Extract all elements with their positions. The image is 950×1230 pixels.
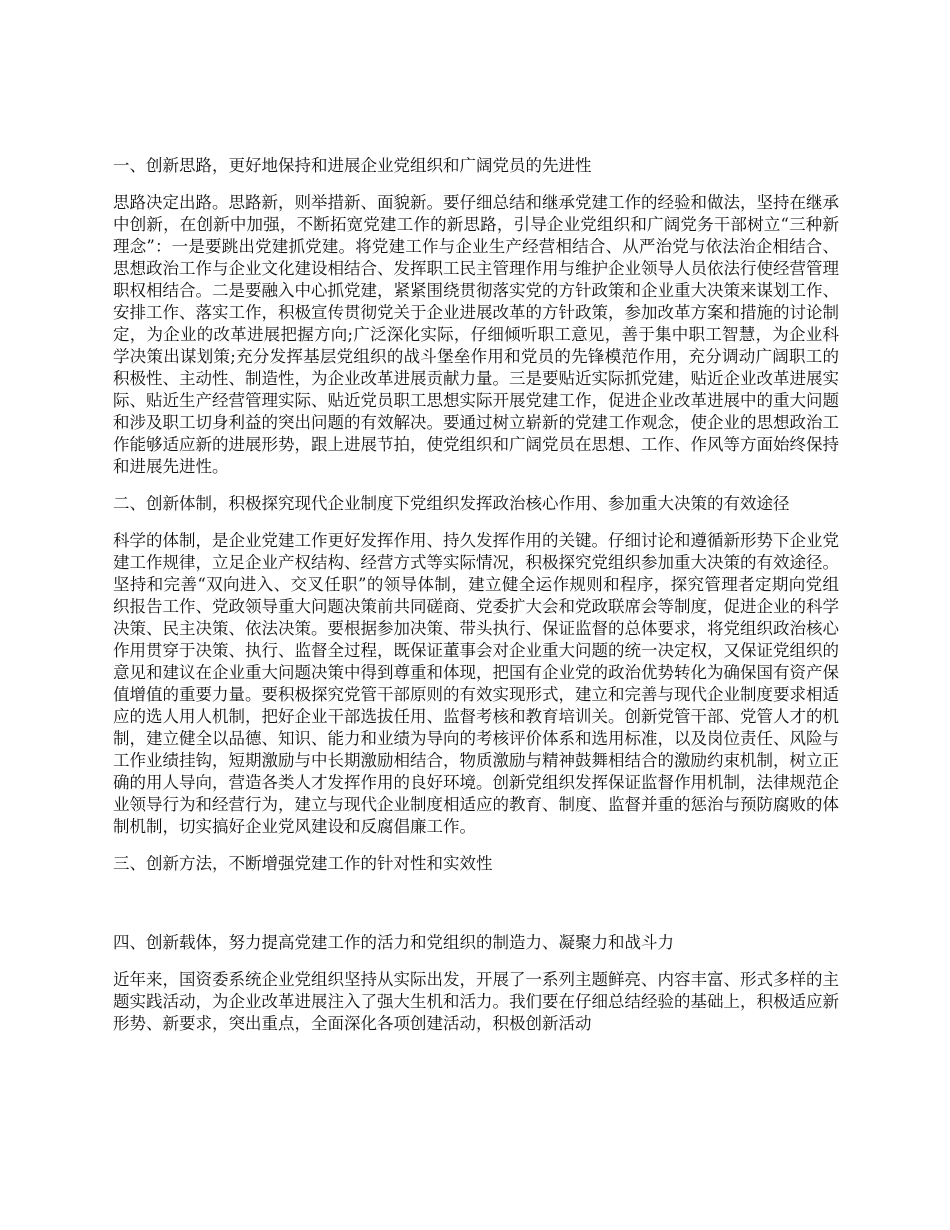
section-1-body: 思路决定出路。思路新，则举措新、面貌新。要仔细总结和继承党建工作的经验和做法，坚持在继承中创新，在创新中加强，不断拓宽党建工作的新思路，引导企业党组织和广阔党务干部树立“三种新理念”：一是要跳出党建抓党建。将党建工作与企业生产经营相结合、从严治党与依法治企相结合、思想政治工作与企业文化建设相结合、发挥职工民主管理作用与维护企业领导人员依法行使经营管理职权相结合。二是要融入中心抓党建，紧紧围绕贯彻落实党的方针政策和企业重大决策来谋划工作、安排工作、落实工作，积极宣传贯彻党关于企业进展改革的方针政策，参加改革方案和措施的讨论制定，为企业的改革进展把握方向;广泛深化实际，仔细倾听职工意见，善于集中职工智慧，为企业科学决策出谋划策;充分发挥基层党组织的战斗堡垒作用和党员的先锋模范作用，充分调动广阔职工的积极性、主动性、制造性，为企业改革进展贡献力量。三是要贴近实际抓党建，贴近企业改革进展实际、贴近生产经营管理实际、贴近党员职工思想实际开展党建工作，促进企业改革进展中的重大问题和涉及职工切身利益的突出问题的有效解决。要通过树立崭新的党建工作观念，使企业的思想政治工作能够适应新的进展形势，跟上进展节拍，使党组织和广阔党员在思想、工作、作风等方面始终保持和进展先进性。 (113, 193, 839, 476)
section-2-heading: 二、创新体制，积极探究现代企业制度下党组织发挥政治核心作用、参加重大决策的有效途径 (113, 494, 790, 513)
section-2-body: 科学的体制，是企业党建工作更好发挥作用、持久发挥作用的关键。仔细讨论和遵循新形势下企业党建工作规律，立足企业产权结构、经营方式等实际情况，积极探究党组织参加重大决策的有效途径。坚持和完善“双向进入、交叉任职”的领导体制，建立健全运作规则和程序，探究管理者定期向党组织报告工作、党政领导重大问题决策前共同磋商、党委扩大会和党政联席会等制度，促进企业的科学决策、民主决策、依法决策。要根据参加决策、带头执行、保证监督的总体要求，将党组织政治核心作用贯穿于决策、执行、监督全过程，既保证董事会对企业重大问题的统一决定权，又保证党组织的意见和建议在企业重大问题决策中得到尊重和体现，把国有企业党的政治优势转化为确保国有资产保值增值的重要力量。要积极探究党管干部原则的有效实现形式，建立和完善与现代企业制度要求相适应的选人用人机制，把好企业干部选拔任用、监督考核和教育培训关。创新党管干部、党管人才的机制，建立健全以品德、知识、能力和业绩为导向的考核评价体系和选用标准，以及岗位责任、风险与工作业绩挂钩，短期激励与中长期激励相结合，物质激励与精神鼓舞相结合的激励约束机制，树立正确的用人导向，营造各类人才发挥作用的良好环境。创新党组织发挥保证监督作用机制，法律规范企业领导行为和经营行为，建立与现代企业制度相适应的教育、制度、监督并重的惩治与预防腐败的体制机制，切实搞好企业党风建设和反腐倡廉工作。 (113, 531, 839, 836)
section-3-body-gap (113, 890, 839, 932)
section-4-body: 近年来，国资委系统企业党组织坚持从实际出发，开展了一系列主题鲜亮、内容丰富、形式多样的主题实践活动，为企业改革进展注入了强大生机和活力。我们要在仔细总结经验的基础上，积极适应新形势、新要求，突出重点，全面深化各项创建活动，积极创新活动 (113, 970, 839, 1033)
section-3-heading: 三、创新方法，不断增强党建工作的针对性和实效性 (113, 854, 493, 873)
section-4-heading: 四、创新载体，努力提高党建工作的活力和党组织的制造力、凝聚力和战斗力 (113, 933, 674, 952)
document-page (113, 155, 839, 1050)
section-1-heading: 一、创新思路，更好地保持和进展企业党组织和广阔党员的先进性 (113, 156, 592, 175)
